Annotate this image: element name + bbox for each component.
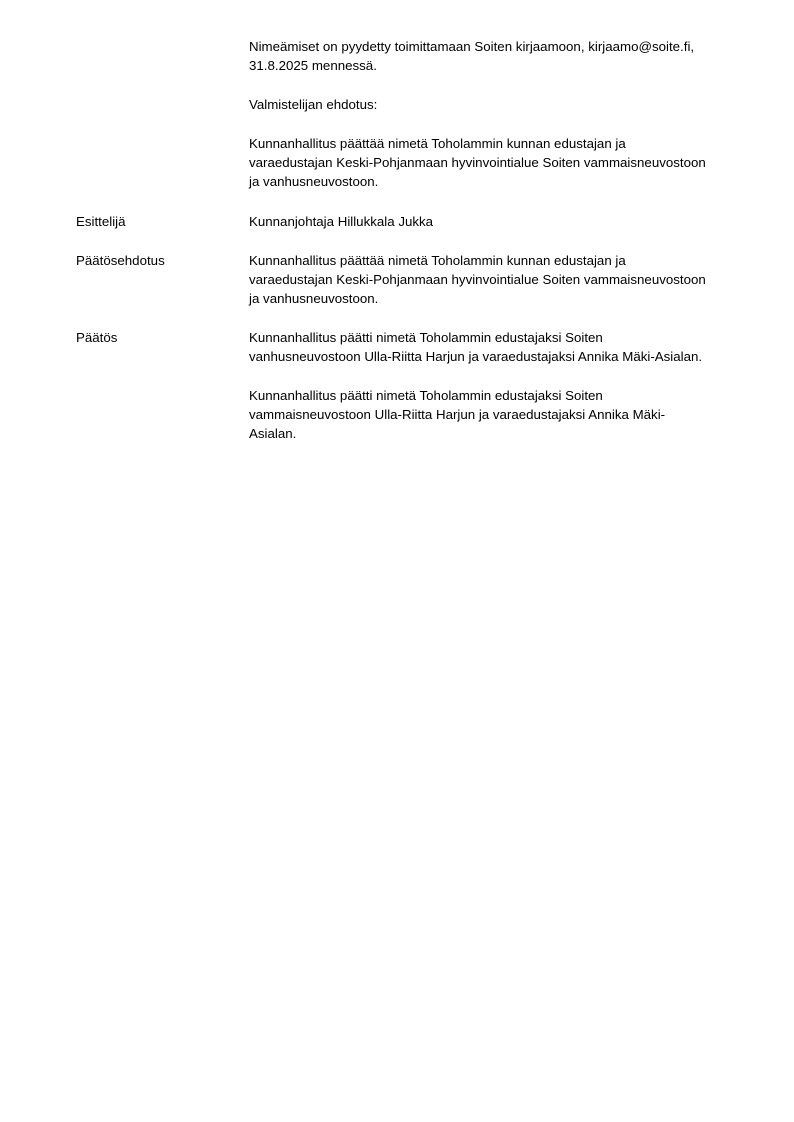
presenter-value: Kunnanjohtaja Hillukkala Jukka: [249, 214, 434, 229]
proposal-text: Kunnanhallitus päättää nimetä Toholammin kunnan edustajan ja varaedustajan Keski-Pohjanmaan hyvinvointialue Soiten vammaisneuvostoon ja vanhusneuvostoon.: [249, 136, 706, 190]
decision-label: Päätös: [76, 330, 118, 345]
nominations-text: Nimeämiset on pyydetty toimittamaan Soiten kirjaamoon, kirjaamo@soite.fi, 31.8.2025 mennessä.: [249, 39, 695, 74]
presenter-label: Esittelijä: [76, 214, 126, 229]
decision-proposal-value: Kunnanhallitus päättää nimetä Toholammin kunnan edustajan ja varaedustajan Keski-Pohjanmaan hyvinvointialue Soiten vammaisneuvostoon ja vanhusneuvostoon.: [249, 253, 706, 307]
decision-paragraph-1: Kunnanhallitus päätti nimetä Toholammin edustajaksi Soiten vanhusneuvostoon Ulla-Riitta Harjun ja varaedustajaksi Annika Mäki-Asialan.: [249, 330, 703, 365]
proposal-heading: Valmistelijan ehdotus:: [249, 97, 378, 112]
decision-proposal-label: Päätösehdotus: [76, 253, 165, 268]
decision-paragraph-2: Kunnanhallitus päätti nimetä Toholammin edustajaksi Soiten vammaisneuvostoon Ulla-Riitta Harjun ja varaedustajaksi Annika Mäki- Asialan.: [249, 388, 666, 442]
